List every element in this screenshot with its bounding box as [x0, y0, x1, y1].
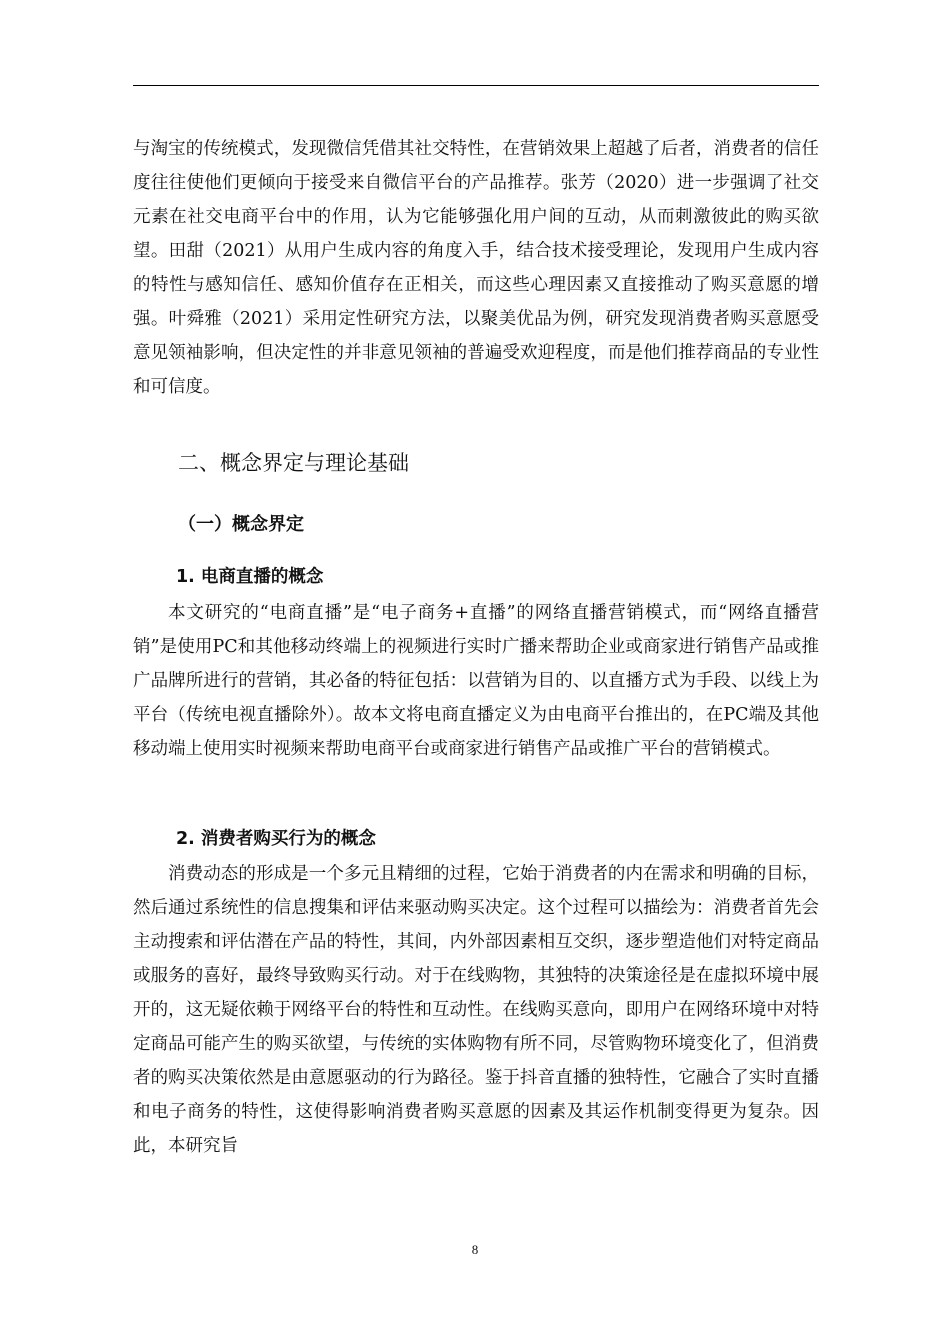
body-paragraph-3: 消费动态的形成是一个多元且精细的过程，它始于消费者的内在需求和明确的目标，然后通过系统性的信息搜集和评估来驱动购买决定。这个过程可以描绘为：消费者首先会主动搜索和评估潜在产品的特性，其间，内外部因素相互交织，逐步塑造他们对特定商品或服务的喜好，最终导致购买行动。对于在线购物，其独特的决策途径是在虚拟环境中展开的，这无疑依赖于网络平台的特性和互动性。在线购买意向，即用户在网络环境中对特定商品可能产生的购买欲望，与传统的实体购物有所不同，尽管购物环境变化了，但消费者的购买决策依然是由意愿驱动的行为路径。鉴于抖音直播的独特性，它融合了实时直播和电子商务的特性，这使得影响消费者购买意愿的因素及其运作机制变得更为复杂。因此，本研究旨 — [133, 864, 819, 1156]
page-number: 8 — [471, 1242, 479, 1257]
subsection-heading: （一）概念界定 — [178, 514, 304, 535]
body-paragraph-2: 本文研究的“电商直播”是“电子商务+直播”的网络直播营销模式，而“网络直播营销”是使用PC和其他移动终端上的视频进行实时广播来帮助企业或商家进行销售产品或推广品牌所进行的营销，其必备的特征包括：以营销为目的、以直播方式为手段、以线上为平台（传统电视直播除外）。故本文将电商直播定义为由电商平台推出的，在PC端及其他移动端上使用实时视频来帮助电商平台或商家进行销售产品或推广平台的营销模式。 — [133, 603, 819, 759]
item-heading-1: 1. 电商直播的概念 — [176, 567, 324, 587]
item-heading-2: 2. 消费者购买行为的概念 — [176, 829, 376, 849]
section-heading: 二、概念界定与理论基础 — [178, 451, 409, 475]
body-paragraph-1: 与淘宝的传统模式，发现微信凭借其社交特性，在营销效果上超越了后者，消费者的信任度往往使他们更倾向于接受来自微信平台的产品推荐。张芳（2020）进一步强调了社交元素在社交电商平台中的作用，认为它能够强化用户间的互动，从而刺激彼此的购买欲望。田甜（2021）从用户生成内容的角度入手，结合技术接受理论，发现用户生成内容的特性与感知信任、感知价值存在正相关，而这些心理因素又直接推动了购买意愿的增强。叶舜雅（2021）采用定性研究方法，以聚美优品为例，研究发现消费者购买意愿受意见领袖影响，但决定性的并非意见领袖的普遍受欢迎程度，而是他们推荐商品的专业性和可信度。 — [133, 139, 819, 397]
header-rule — [133, 85, 819, 86]
